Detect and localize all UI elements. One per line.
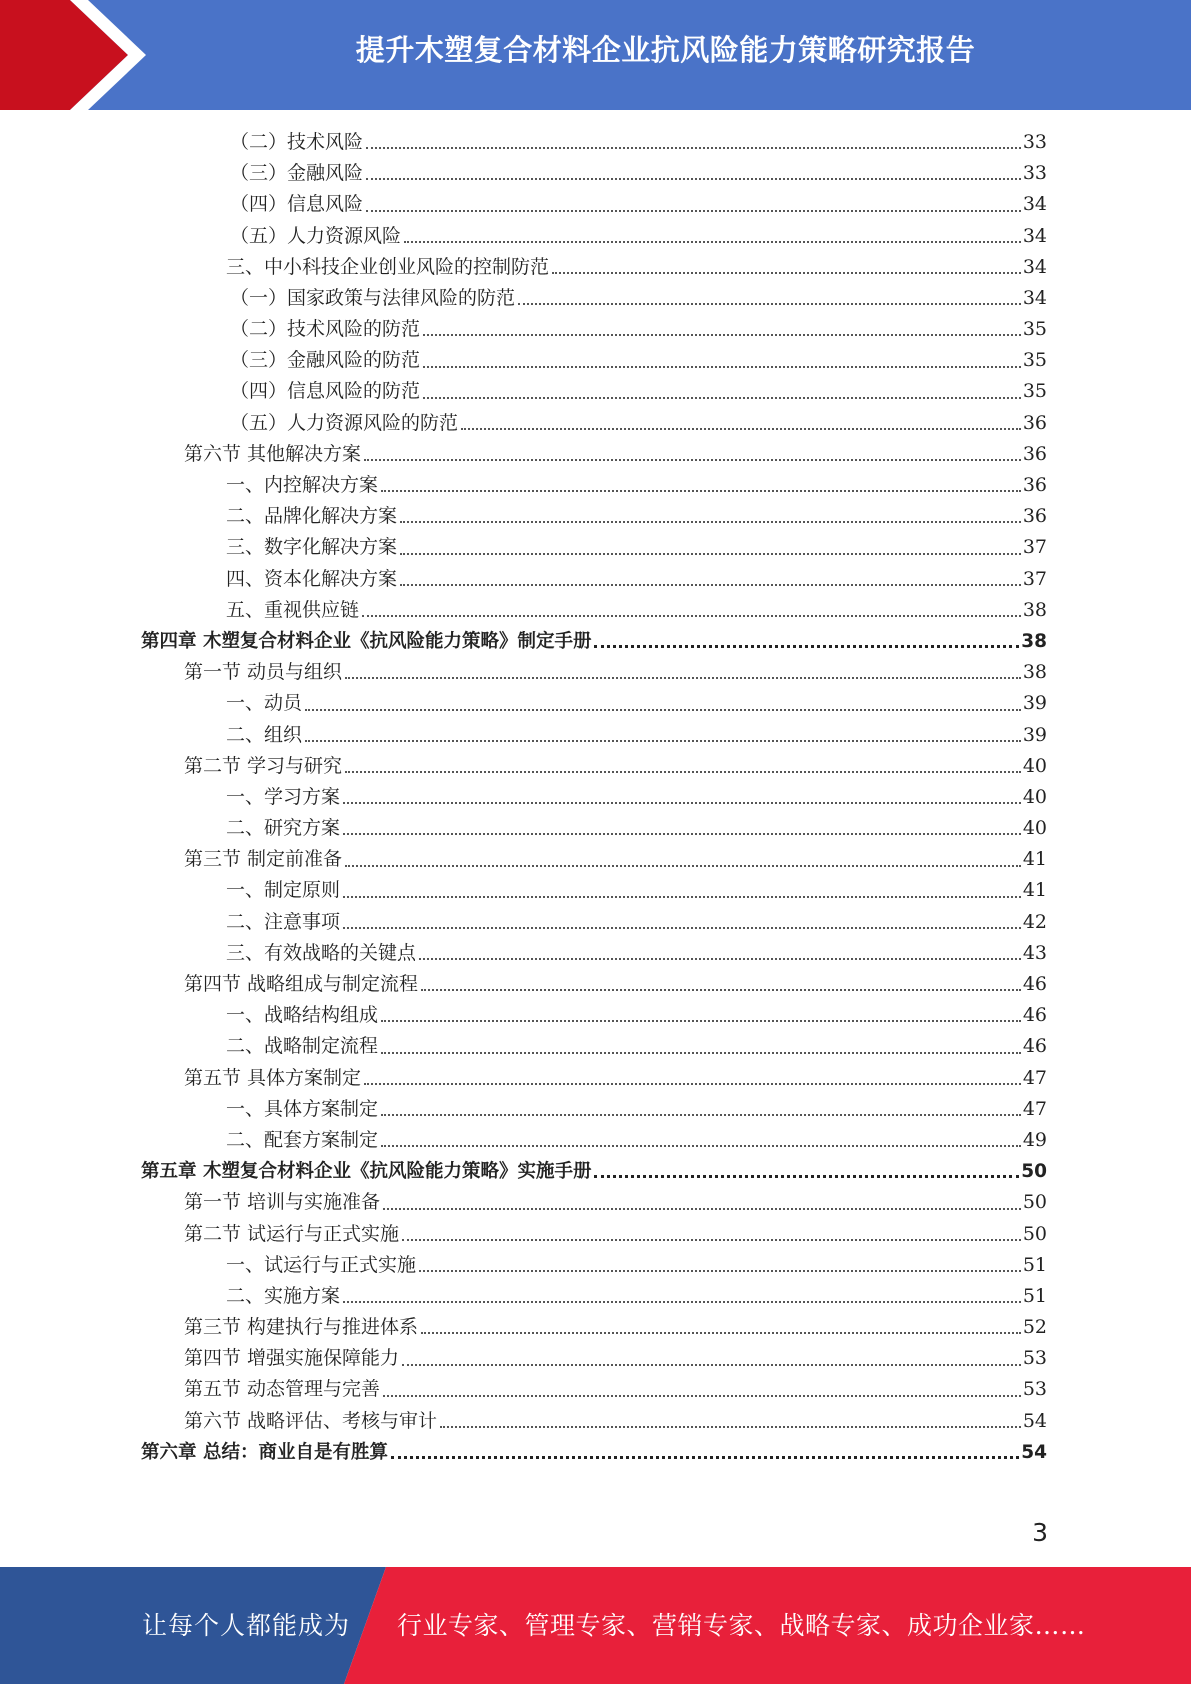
toc-dot-leader [594,644,1019,648]
toc-subsection-entry [0,189,1191,220]
toc-subsection-entry [0,1000,1191,1031]
toc-section-entry [0,1312,1191,1343]
toc-subsection-entry [0,595,1191,626]
toc-dot-leader [381,1051,1021,1054]
toc-entry-page-number: 52 [1022,1316,1047,1339]
toc-entry-title: （二）技术风险 [230,130,364,153]
toc-subsection-entry [0,470,1191,501]
toc-entry-page-number: 34 [1022,224,1047,247]
toc-section-entry [0,1219,1191,1250]
toc-dot-leader [381,1019,1021,1022]
toc-entry-page-number: 36 [1022,411,1047,434]
toc-dot-leader [423,365,1021,368]
toc-entry-title: 第三节 构建执行与推进体系 [184,1316,419,1339]
toc-subsection-entry [0,377,1191,408]
toc-entry-page-number: 42 [1022,910,1047,933]
toc-dot-leader [391,1455,1019,1459]
toc-entry-title: 第六章 总结：商业自是有胜算 [141,1441,388,1463]
toc-entry-title: 第一节 培训与实施准备 [184,1191,381,1214]
toc-subsection-entry [0,345,1191,376]
toc-entry-page-number: 38 [1022,598,1047,621]
toc-dot-leader [366,177,1021,180]
toc-section-entry [0,439,1191,470]
toc-dot-leader [343,1300,1021,1303]
toc-entry-page-number: 47 [1022,1066,1047,1089]
toc-dot-leader [400,520,1021,523]
toc-entry-page-number: 41 [1022,879,1047,902]
toc-entry-title: （一）国家政策与法律风险的防范 [230,286,516,309]
toc-entry-title: 一、动员 [226,692,303,715]
toc-dot-leader [364,1082,1021,1085]
toc-entry-title: （三）金融风险的防范 [230,349,421,372]
toc-subsection-entry [0,876,1191,907]
toc-subsection-entry [0,314,1191,345]
toc-dot-leader [404,240,1021,243]
toc-entry-title: 三、有效战略的关键点 [226,941,417,964]
toc-dot-leader [400,552,1021,555]
toc-subsection-entry [0,1281,1191,1312]
toc-subsection-entry [0,408,1191,439]
toc-entry-title: 第二节 试运行与正式实施 [184,1222,400,1245]
toc-section-entry [0,1375,1191,1406]
toc-dot-leader [381,1113,1021,1116]
toc-dot-leader [362,614,1021,617]
toc-subsection-entry [0,127,1191,158]
toc-entry-page-number: 34 [1022,255,1047,278]
toc-dot-leader [343,801,1021,804]
footer-slogan: 让每个人都能成为 [142,1611,351,1640]
toc-section-entry [0,1343,1191,1374]
toc-dot-leader [366,146,1021,149]
toc-entry-page-number: 39 [1022,692,1047,715]
page-number: 3 [1032,1518,1048,1547]
toc-entry-page-number: 34 [1022,286,1047,309]
header-arrow-decoration [0,0,160,110]
toc-chapter-entry [0,1437,1191,1468]
toc-entry-page-number: 35 [1022,349,1047,372]
toc-dot-leader [552,271,1021,274]
toc-subsection-entry [0,221,1191,252]
toc-entry-title: 第一节 动员与组织 [184,661,343,684]
toc-entry-page-number: 40 [1022,754,1047,777]
toc-entry-page-number: 50 [1022,1191,1047,1214]
toc-chapter-entry [0,626,1191,657]
toc-entry-page-number: 40 [1022,785,1047,808]
toc-subsection-entry [0,564,1191,595]
toc-entry-title: 四、资本化解决方案 [226,567,398,590]
toc-entry-title: 五、重视供应链 [226,598,360,621]
toc-entry-page-number: 36 [1022,474,1047,497]
toc-entry-page-number: 36 [1022,505,1047,528]
toc-section-entry [0,969,1191,1000]
toc-dot-leader [305,708,1021,711]
toc-dot-leader [421,988,1021,991]
toc-entry-page-number: 54 [1021,1441,1047,1463]
toc-dot-leader [402,1363,1021,1366]
toc-section-entry [0,1187,1191,1218]
toc-subsection-entry [0,158,1191,189]
toc-subsection-entry [0,501,1191,532]
toc-entry-page-number: 37 [1022,536,1047,559]
toc-entry-page-number: 39 [1022,723,1047,746]
toc-entry-title: （三）金融风险 [230,162,364,185]
toc-entry-title: 一、学习方案 [226,785,341,808]
toc-entry-title: 第五节 动态管理与完善 [184,1378,381,1401]
toc-entry-title: 二、注意事项 [226,910,341,933]
toc-entry-title: 一、战略结构组成 [226,1004,379,1027]
toc-subsection-entry [0,688,1191,719]
toc-entry-page-number: 35 [1022,380,1047,403]
toc-entry-title: 三、中小科技企业创业风险的控制防范 [226,255,550,278]
toc-subsection-entry [0,1031,1191,1062]
toc-dot-leader [423,333,1021,336]
toc-entry-page-number: 54 [1022,1409,1047,1432]
toc-entry-page-number: 36 [1022,442,1047,465]
toc-section-entry [0,1063,1191,1094]
toc-dot-leader [402,1238,1021,1241]
toc-subsection-entry [0,1250,1191,1281]
table-of-contents [0,127,1191,1468]
toc-entry-title: 一、具体方案制定 [226,1097,379,1120]
toc-entry-page-number: 41 [1022,848,1047,871]
toc-entry-page-number: 33 [1022,130,1047,153]
toc-entry-title: （四）信息风险 [230,193,364,216]
toc-dot-leader [364,458,1021,461]
page-footer [0,1567,1191,1684]
page-header [0,0,1191,110]
toc-entry-title: 第四章 木塑复合材料企业《抗风险能力策略》制定手册 [141,630,592,652]
toc-entry-title: 第六节 其他解决方案 [184,442,362,465]
toc-dot-leader [400,583,1021,586]
toc-dot-leader [345,864,1021,867]
toc-dot-leader [383,1394,1021,1397]
toc-dot-leader [305,739,1021,742]
toc-entry-title: （五）人力资源风险的防范 [230,411,459,434]
toc-entry-title: 二、配套方案制定 [226,1128,379,1151]
toc-section-entry [0,1406,1191,1437]
toc-entry-page-number: 35 [1022,318,1047,341]
toc-entry-title: 第五节 具体方案制定 [184,1066,362,1089]
toc-entry-title: 第五章 木塑复合材料企业《抗风险能力策略》实施手册 [141,1161,592,1183]
toc-dot-leader [419,957,1021,960]
toc-subsection-entry [0,283,1191,314]
toc-dot-leader [419,1269,1021,1272]
toc-entry-page-number: 40 [1022,817,1047,840]
toc-dot-leader [343,926,1021,929]
toc-entry-title: 二、实施方案 [226,1284,341,1307]
toc-dot-leader [345,770,1021,773]
toc-entry-page-number: 49 [1022,1128,1047,1151]
toc-subsection-entry [0,1094,1191,1125]
toc-entry-page-number: 53 [1022,1378,1047,1401]
toc-dot-leader [343,895,1021,898]
toc-dot-leader [421,1331,1021,1334]
toc-dot-leader [345,676,1021,679]
toc-section-entry [0,657,1191,688]
toc-subsection-entry [0,1125,1191,1156]
toc-section-entry [0,844,1191,875]
toc-entry-page-number: 46 [1022,1004,1047,1027]
toc-entry-page-number: 38 [1022,661,1047,684]
toc-entry-page-number: 50 [1021,1161,1047,1183]
toc-chapter-entry [0,1156,1191,1187]
toc-section-entry [0,751,1191,782]
toc-entry-title: 第二节 学习与研究 [184,754,343,777]
toc-dot-leader [383,1207,1021,1210]
toc-dot-leader [440,1425,1021,1428]
toc-dot-leader [343,832,1021,835]
toc-dot-leader [423,396,1021,399]
footer-roles: 行业专家、管理专家、营销专家、战略专家、成功企业家…… [397,1611,1086,1640]
toc-entry-page-number: 43 [1022,941,1047,964]
toc-entry-page-number: 34 [1022,193,1047,216]
toc-subsection-entry [0,720,1191,751]
toc-entry-page-number: 50 [1022,1222,1047,1245]
toc-subsection-entry [0,532,1191,563]
toc-dot-leader [594,1174,1019,1178]
toc-entry-title: 一、制定原则 [226,879,341,902]
toc-subsection-entry [0,252,1191,283]
toc-dot-leader [366,209,1021,212]
toc-entry-page-number: 51 [1022,1284,1047,1307]
toc-entry-page-number: 53 [1022,1347,1047,1370]
toc-entry-title: 一、试运行与正式实施 [226,1253,417,1276]
toc-dot-leader [461,427,1021,430]
toc-entry-title: （二）技术风险的防范 [230,318,421,341]
toc-entry-title: 三、数字化解决方案 [226,536,398,559]
toc-entry-page-number: 46 [1022,1035,1047,1058]
toc-entry-title: 第四节 增强实施保障能力 [184,1347,400,1370]
toc-entry-title: 二、组织 [226,723,303,746]
toc-entry-title: 第三节 制定前准备 [184,848,343,871]
toc-subsection-entry [0,782,1191,813]
toc-entry-page-number: 37 [1022,567,1047,590]
toc-entry-title: 二、战略制定流程 [226,1035,379,1058]
toc-dot-leader [518,302,1021,305]
toc-entry-title: 第六节 战略评估、考核与审计 [184,1409,438,1432]
toc-entry-title: 二、品牌化解决方案 [226,505,398,528]
toc-entry-title: （五）人力资源风险 [230,224,402,247]
toc-entry-title: 第四节 战略组成与制定流程 [184,973,419,996]
toc-subsection-entry [0,813,1191,844]
toc-entry-page-number: 46 [1022,973,1047,996]
toc-dot-leader [381,1144,1021,1147]
toc-subsection-entry [0,907,1191,938]
toc-entry-title: 二、研究方案 [226,817,341,840]
toc-entry-title: （四）信息风险的防范 [230,380,421,403]
toc-entry-page-number: 51 [1022,1253,1047,1276]
report-title: 提升木塑复合材料企业抗风险能力策略研究报告 [355,33,976,67]
toc-entry-page-number: 47 [1022,1097,1047,1120]
toc-entry-page-number: 38 [1021,630,1047,652]
toc-entry-page-number: 33 [1022,162,1047,185]
toc-dot-leader [381,489,1021,492]
toc-entry-title: 一、内控解决方案 [226,474,379,497]
toc-subsection-entry [0,938,1191,969]
